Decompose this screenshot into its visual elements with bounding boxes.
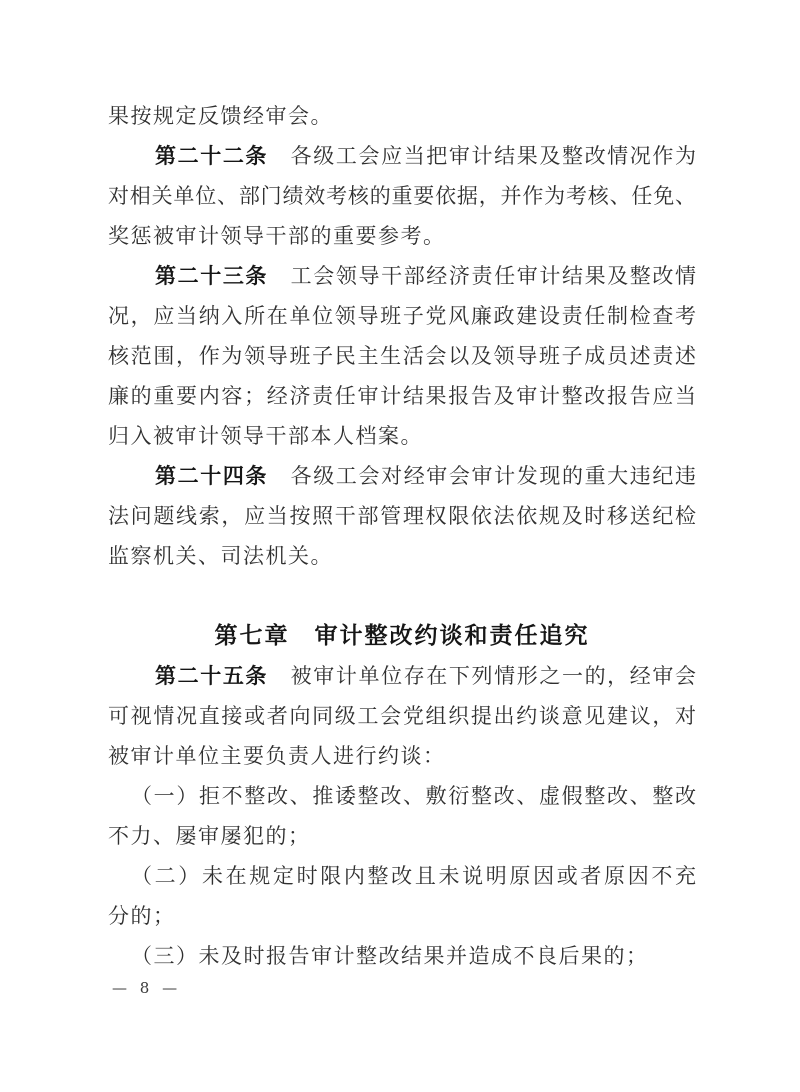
line-text: 各级工会应当把审计结果及整改情况作为 bbox=[268, 144, 697, 168]
text-line bbox=[108, 696, 696, 736]
line-text: 对相关单位、部门绩效考核的重要依据，并作为考核、任免、 bbox=[108, 184, 696, 208]
text-line bbox=[108, 376, 696, 416]
text-line bbox=[108, 216, 696, 256]
text-line bbox=[108, 336, 696, 376]
line-text: 法问题线索，应当按照干部管理权限依法依规及时移送纪检 bbox=[108, 504, 696, 528]
line-text: 监察机关、司法机关。 bbox=[108, 544, 333, 568]
line-text: 归入被审计领导干部本人档案。 bbox=[108, 424, 423, 448]
line-text: （一）拒不整改、推诿整改、敷衍整改、虚假整改、整改 bbox=[131, 784, 696, 808]
line-text: 各级工会对经审会审计发现的重大违纪违 bbox=[268, 464, 697, 488]
article-number: 第二十五条 bbox=[155, 664, 269, 688]
text-line bbox=[108, 936, 696, 976]
text-line bbox=[108, 536, 696, 576]
document-body bbox=[108, 96, 696, 976]
text-line bbox=[108, 296, 696, 336]
text-line bbox=[108, 496, 696, 536]
line-text: （三）未及时报告审计整改结果并造成不良后果的； bbox=[131, 944, 649, 968]
text-line bbox=[108, 856, 696, 896]
text-line bbox=[108, 736, 696, 776]
text-line bbox=[108, 776, 696, 816]
line-text: 核范围，作为领导班子民主生活会以及领导班子成员述责述 bbox=[108, 344, 696, 368]
text-line bbox=[108, 176, 696, 216]
line-text: 廉的重要内容；经济责任审计结果报告及审计整改报告应当 bbox=[108, 384, 696, 408]
text-line bbox=[108, 136, 696, 176]
text-line bbox=[108, 816, 696, 856]
article-number: 第二十三条 bbox=[155, 264, 269, 288]
text-line bbox=[108, 256, 696, 296]
text-line bbox=[108, 456, 696, 496]
line-text: 分的； bbox=[108, 904, 176, 928]
page-number: — 8 — bbox=[112, 979, 182, 997]
text-line bbox=[108, 896, 696, 936]
chapter-heading: 第七章 审计整改约谈和责任追究 bbox=[214, 623, 590, 649]
text-line bbox=[108, 416, 696, 456]
blank-line bbox=[108, 576, 696, 616]
line-text: 被审计单位主要负责人进行约谈： bbox=[108, 744, 446, 768]
article-number: 第二十四条 bbox=[155, 464, 269, 488]
line-text: 果按规定反馈经审会。 bbox=[108, 104, 333, 128]
line-text: 不力、屡审屡犯的； bbox=[108, 824, 311, 848]
text-line bbox=[108, 656, 696, 696]
line-text: 奖惩被审计领导干部的重要参考。 bbox=[108, 224, 446, 248]
article-number: 第二十二条 bbox=[155, 144, 269, 168]
text-line bbox=[108, 96, 696, 136]
line-text: 被审计单位存在下列情形之一的，经审会 bbox=[268, 664, 697, 688]
line-text: 况，应当纳入所在单位领导班子党风廉政建设责任制检查考 bbox=[108, 304, 696, 328]
line-text: （二）未在规定时限内整改且未说明原因或者原因不充 bbox=[131, 864, 696, 888]
line-text: 工会领导干部经济责任审计结果及整改情 bbox=[268, 264, 697, 288]
line-text: 可视情况直接或者向同级工会党组织提出约谈意见建议，对 bbox=[108, 704, 696, 728]
